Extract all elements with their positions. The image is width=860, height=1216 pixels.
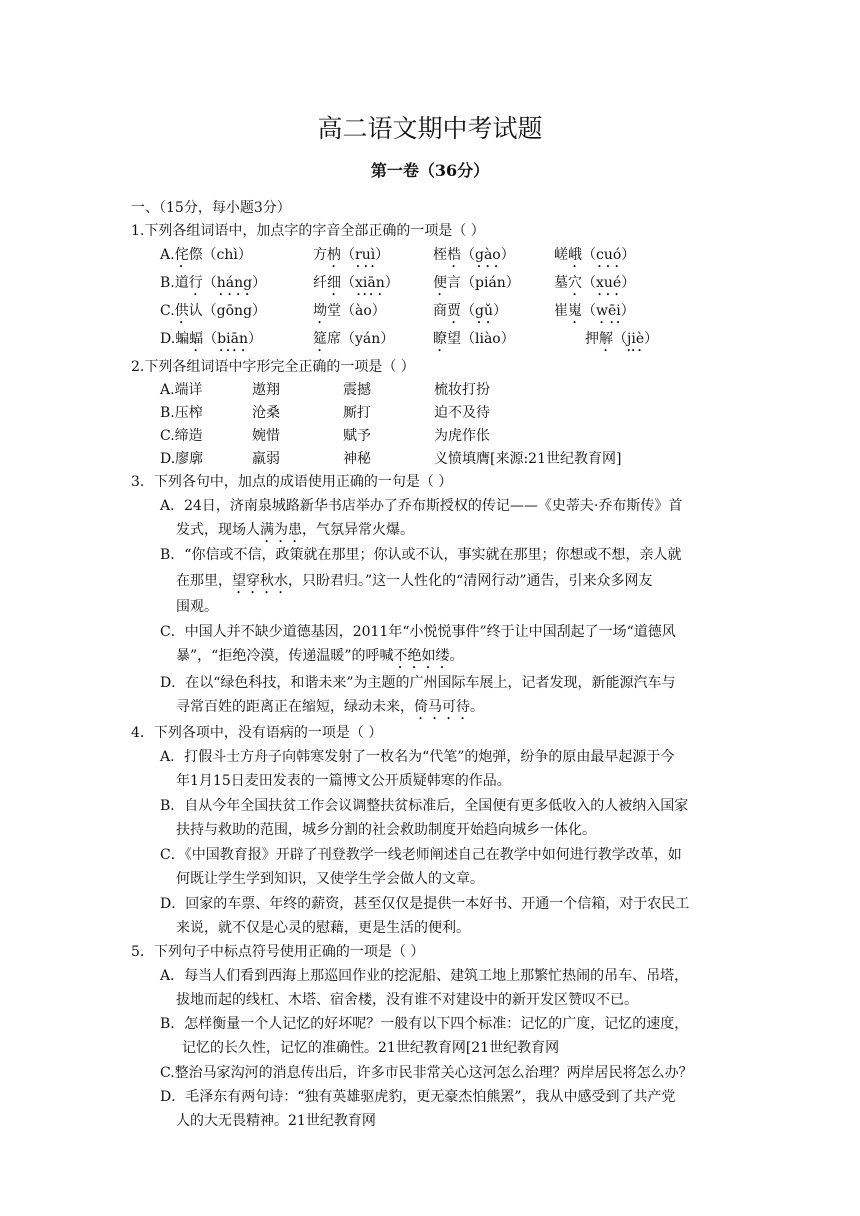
q1-word: 方枘（ruì） [313,247,390,263]
q2-word: 遨翔 [252,382,280,398]
page-title: 高二语文期中考试题 [317,114,543,143]
q3-option-d-cont: 寻常百姓的距离正在缩短，绿动未来，倚马可待。 [176,699,484,715]
q4-option-d: D．回家的车票、年终的薪资，甚至仅仅是提供一本好书、开通一个信箱，对于农民工 [160,896,690,912]
q1-word: 崔嵬（wēi） [554,303,635,319]
question-5-stem: 5．下列句子中标点符号使用正确的一项是（ ） [131,944,425,960]
q1-word: 便言（pián） [433,275,520,291]
q4-option-b-cont: 扶持与救助的范围，城乡分割的社会救助制度开始趋向城乡一体化。 [176,822,596,838]
q2-word: 梳妆打扮 [434,382,490,398]
q2-word: 迫不及待 [434,405,490,421]
q1-option-a: A.侘傺（chì） [160,247,252,263]
question-2-stem: 2.下列各组词语中字形完全正确的一项是（ ） [131,359,415,375]
q2-option-d: D.廖廓 [160,451,204,467]
q1-option-d: D.蝙蝠（biān） [160,331,262,347]
question-3-stem: 3．下列各句中，加点的成语使用正确的一句是（ ） [131,474,453,490]
q2-word: 厮打 [343,405,371,421]
q2-word: 为虎作伥 [434,428,490,444]
q2-option-b: B.压榨 [160,405,203,421]
q5-option-a-cont: 拔地而起的线杠、木塔、宿舍楼，没有谁不对建设中的新开发区赞叹不已。 [176,992,638,1008]
q4-option-c-cont: 何既让学生学到知识，又使学生学会做人的文章。 [176,871,484,887]
q4-option-a: A．打假斗士方舟子向韩寒发射了一枚名为“代笔”的炮弹，纷争的原由最早起源于今 [160,749,675,765]
q5-option-a: A．每当人们看到西海上那巡回作业的挖泥船、建筑工地上那繁忙热闹的吊车、吊塔， [160,968,689,984]
q2-option-a: A.端详 [160,382,203,398]
q1-word: 筵席（yán） [313,331,395,347]
q2-word: 赋予 [343,428,371,444]
q4-option-a-cont: 年1月15日麦田发表的一篇博文公开质疑韩寒的作品。 [176,773,511,789]
q3-option-c: C．中国人并不缺少道德基因，2011年“小悦悦事件”终于让中国刮起了一场“道德风 [160,624,676,640]
q1-word: 商贾（gǔ） [433,303,507,319]
q1-word: 押解（jiè） [585,331,659,347]
q2-word: 婉惜 [252,428,280,444]
q3-option-d: D．在以“绿色科技，和谐未来”为主题的广州国际车展上，记者发现，新能源汽车与 [160,675,676,691]
q2-word: 沧桑 [252,405,280,421]
q5-option-d: D．毛泽东有两句诗：“独有英雄驱虎豹，更无豪杰怕熊罴”，我从中感受到了共产党 [160,1089,676,1105]
q3-option-b-cont2: 围观。 [176,599,218,615]
q4-option-d-cont: 来说，就不仅是心灵的慰藉，更是生活的便利。 [176,920,470,936]
q5-option-b: B．怎样衡量一个人记忆的好坏呢？一般有以下四个标准：记忆的广度，记忆的速度， [160,1016,689,1032]
q4-option-c: C．《中国教育报》开辟了刊登教学一线老师阐述自己在教学中如何进行教学改革，如 [160,847,682,863]
q3-option-c-cont: 暴”，“拒绝冷漠，传递温暖”的呼喊不绝如缕。 [176,648,464,664]
q3-option-b: B．“你信或不信，政策就在那里；你认或不认，事实就在那里；你想或不想，亲人就 [160,547,682,563]
q1-word: 嵯峨（cuó） [554,247,636,263]
q2-word: 震撼 [343,382,371,398]
q2-word: 义愤填膺[来源:21世纪教育网] [434,451,622,467]
q1-word: 墓穴（xué） [554,275,636,291]
section-title: 第一卷（36分） [370,161,490,180]
question-4-stem: 4．下列各项中，没有语病的一项是（ ） [131,725,383,741]
q1-option-b: B.道行（háng） [160,275,267,291]
question-1-stem: 1.下列各组词语中，加点字的字音全部正确的一项是（ ） [131,223,485,239]
q3-option-a: A．24日，济南泉城路新华书店举办了乔布斯授权的传记——《史蒂夫·乔布斯传》首 [160,498,683,514]
q3-option-b-cont: 在那里，望穿秋水，只盼君归。”这一人性化的“清网行动”通告，引来众多网友 [176,573,653,589]
q1-word: 纤细（xiān） [313,275,399,291]
q1-word: 瞭望（liào） [433,331,515,347]
q5-option-b-cont: 记忆的长久性，记忆的准确性。21世纪教育网[21世纪教育网 [182,1040,560,1056]
q2-option-c: C.缔造 [160,428,203,444]
q1-option-c: C.供认（gōng） [160,303,267,319]
q2-word: 羸弱 [252,451,280,467]
q4-option-b: B．自从今年全国扶贫工作会议调整扶贫标准后，全国便有更多低收入的人被纳入国家 [160,798,689,814]
q3-option-a-cont: 发式，现场人满为患，气氛异常火爆。 [176,522,414,538]
q1-word: 坳堂（ào） [313,303,386,319]
part-heading: 一、（15分，每小题3分） [131,200,291,216]
q5-option-c: C.整治马家沟河的消息传出后，许多市民非常关心这河怎么治理？两岸居民将怎么办？ [160,1065,693,1081]
q2-word: 神秘 [343,451,371,467]
q5-option-d-cont: 人的大无畏精神。21世纪教育网 [176,1113,376,1129]
q1-word: 桎梏（gào） [433,247,515,263]
